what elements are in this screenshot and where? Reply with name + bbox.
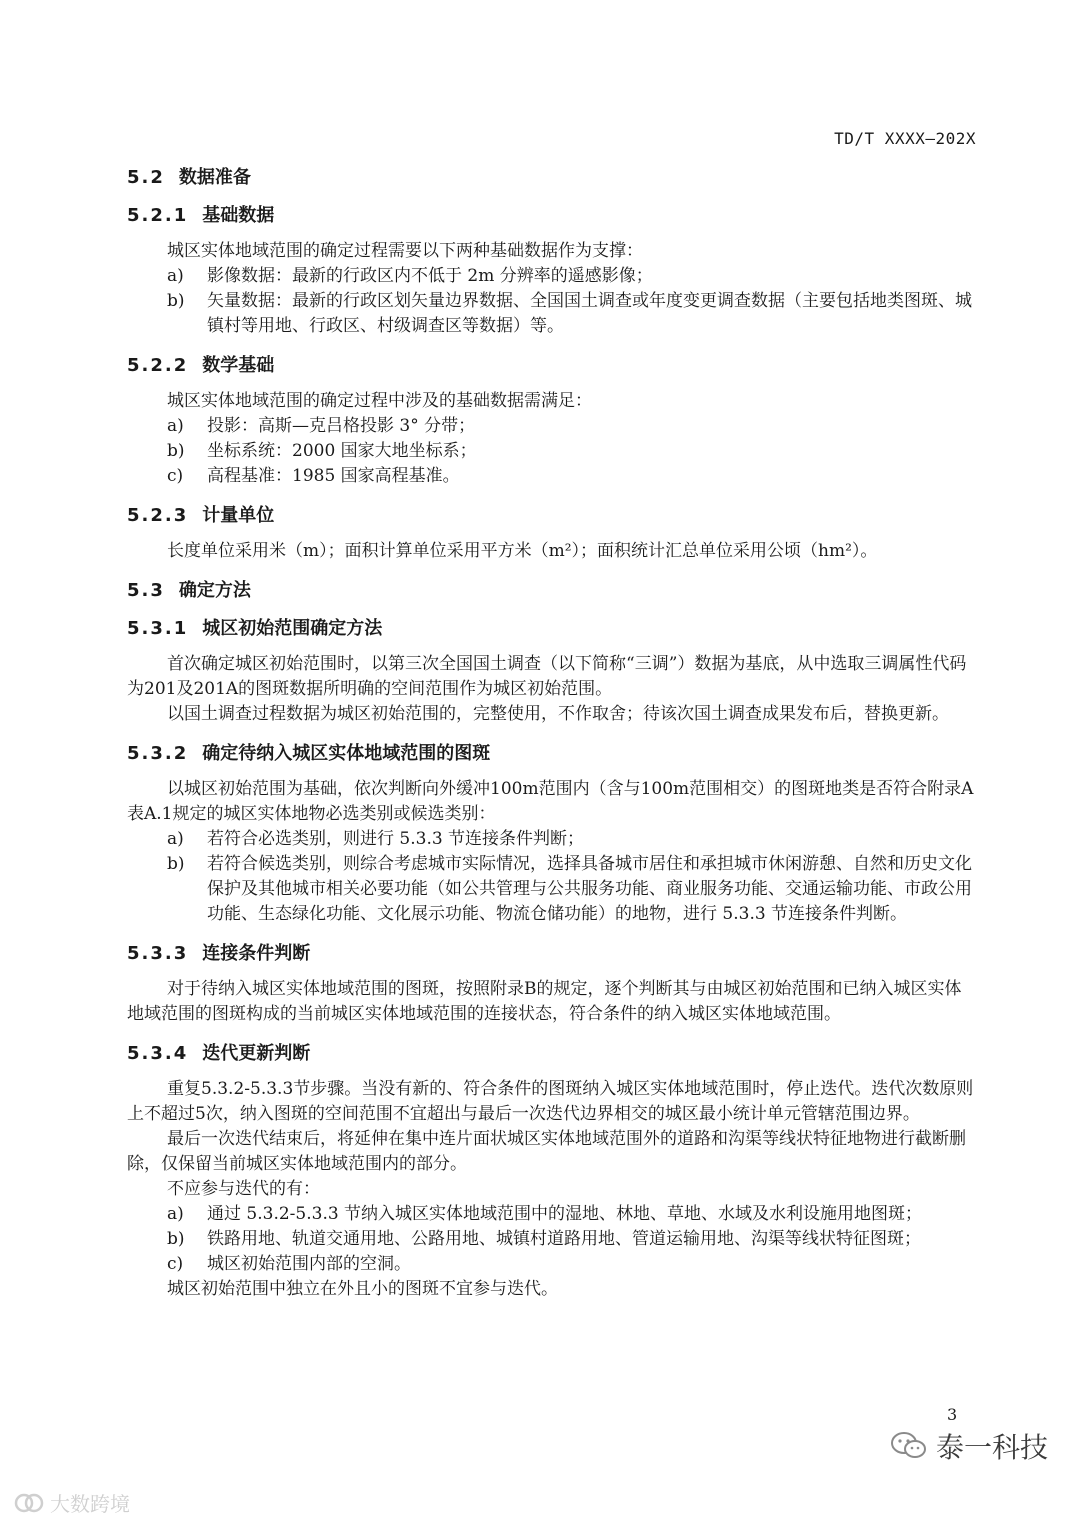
list-item (127, 1252, 977, 1277)
list-text: 影像数据：最新的行政区内不低于 2m 分辨率的遥感影像； (207, 266, 653, 286)
paragraph: 城区实体地域范围的确定过程中涉及的基础数据需满足： (167, 391, 592, 411)
list-item (127, 289, 977, 339)
wechat-watermark (890, 1426, 1048, 1466)
section-title: 计量单位 (202, 505, 275, 526)
section-heading (127, 501, 977, 527)
paragraph: 不应参与迭代的有： (167, 1179, 320, 1199)
list-item (127, 1227, 977, 1252)
document-body (127, 163, 977, 1314)
section-5-3-4 (127, 1039, 977, 1302)
section-heading (127, 201, 977, 227)
watermark-brand-text: 泰一科技 (936, 1431, 1049, 1464)
section-heading (127, 163, 977, 189)
section-5-2-2 (127, 351, 977, 489)
section-5-3-3 (127, 939, 977, 1027)
section-number: 5.2 (127, 167, 165, 188)
section-title: 连接条件判断 (202, 943, 311, 964)
list-text: 城区初始范围内部的空洞。 (207, 1254, 411, 1274)
section-number: 5.3.3 (127, 943, 189, 964)
paragraph: 以城区初始范围为基础，依次判断向外缓冲100m范围内（含与100m范围相交）的图斑地类是否符合附录A表A.1规定的城区实体地物必选类别或候选类别： (127, 779, 974, 824)
list-marker: b) (167, 1229, 185, 1249)
section-5-3-1 (127, 614, 977, 727)
paragraph: 长度单位采用米（m）；面积计算单位采用平方米（m²）；面积统计汇总单位采用公顷（hm²）。 (167, 541, 878, 561)
paragraph: 重复5.3.2-5.3.3节步骤。当没有新的、符合条件的图斑纳入城区实体地域范围时，停止迭代。迭代次数原则上不超过5次，纳入图斑的空间范围不宜超出与最后一次迭代边界相交的城区最小统计单元管辖范围边界。 (127, 1079, 974, 1124)
list-text: 若符合必选类别，则进行 5.3.3 节连接条件判断； (207, 829, 585, 849)
list-marker: a) (167, 1204, 184, 1224)
list-text: 通过 5.3.2-5.3.3 节纳入城区实体地域范围中的湿地、林地、草地、水域及水利设施用地图斑； (207, 1204, 923, 1224)
section-title: 确定方法 (178, 580, 251, 601)
list-item (127, 264, 977, 289)
list-marker: a) (167, 829, 184, 849)
section-title: 确定待纳入城区实体地域范围的图斑 (202, 743, 491, 764)
section-title: 数据准备 (178, 167, 251, 188)
list-item (127, 827, 977, 852)
list-marker: b) (167, 291, 185, 311)
list-marker: b) (167, 441, 185, 461)
section-5-3-2 (127, 739, 977, 927)
bottom-left-watermark (14, 1488, 130, 1517)
section-title: 迭代更新判断 (202, 1043, 311, 1064)
section-heading (127, 614, 977, 640)
section-number: 5.2.3 (127, 505, 189, 526)
list-text: 投影：高斯—克吕格投影 3° 分带； (207, 416, 476, 436)
list-text: 高程基准：1985 国家高程基准。 (207, 466, 460, 486)
paragraph: 首次确定城区初始范围时，以第三次全国国土调查（以下简称“三调”）数据为基底，从中选取三调属性代码为201及201A的图斑数据所明确的空间范围作为城区初始范围。 (127, 654, 967, 699)
section-heading (127, 1039, 977, 1065)
paragraph: 最后一次迭代结束后，将延伸在集中连片面状城区实体地域范围外的道路和沟渠等线状特征地物进行截断删除，仅保留当前城区实体地域范围内的部分。 (127, 1129, 966, 1174)
section-heading (127, 351, 977, 377)
list-item (127, 464, 977, 489)
section-number: 5.3.1 (127, 618, 189, 639)
watermark-left-text: 大数跨境 (50, 1492, 130, 1516)
list-item (127, 414, 977, 439)
list-marker: a) (167, 266, 184, 286)
section-5-2 (127, 163, 977, 189)
section-number: 5.2.1 (127, 205, 189, 226)
list-marker: a) (167, 416, 184, 436)
paragraph: 对于待纳入城区实体地域范围的图斑，按照附录B的规定，逐个判断其与由城区初始范围和已纳入城区实体地域范围的图斑构成的当前城区实体地域范围的连接状态，符合条件的纳入城区实体地域范围。 (127, 979, 962, 1024)
section-number: 5.3.2 (127, 743, 189, 764)
section-5-3 (127, 576, 977, 602)
section-title: 基础数据 (202, 205, 275, 226)
section-title: 数学基础 (202, 355, 275, 376)
list-text: 矢量数据：最新的行政区划矢量边界数据、全国国土调查或年度变更调查数据（主要包括地类图斑、城镇村等用地、行政区、村级调查区等数据）等。 (207, 291, 972, 336)
section-heading (127, 939, 977, 965)
list-text: 铁路用地、轨道交通用地、公路用地、城镇村道路用地、管道运输用地、沟渠等线状特征图斑； (207, 1229, 921, 1249)
list-marker: c) (167, 466, 184, 486)
section-5-2-3 (127, 501, 977, 564)
document-code: TD/T XXXX—202X (834, 129, 976, 148)
page-number: 3 (947, 1405, 958, 1424)
list-text: 若符合候选类别，则综合考虑城市实际情况，选择具备城市居住和承担城市休闲游憩、自然和历史文化保护及其他城市相关必要功能（如公共管理与公共服务功能、商业服务功能、交通运输功能、市政公用功能、生态绿化功能、文化展示功能、物流仓储功能）的地物，进行 5.3.3 节连接条件判断。 (207, 854, 972, 924)
list-marker: c) (167, 1254, 184, 1274)
paragraph: 城区实体地域范围的确定过程需要以下两种基础数据作为支撑： (167, 241, 643, 261)
section-title: 城区初始范围确定方法 (202, 618, 383, 639)
paragraph: 城区初始范围中独立在外且小的图斑不宜参与迭代。 (167, 1279, 558, 1299)
section-number: 5.3.4 (127, 1043, 189, 1064)
paragraph: 以国土调查过程数据为城区初始范围的，完整使用，不作取舍；待该次国土调查成果发布后，替换更新。 (167, 704, 949, 724)
list-item (127, 852, 977, 927)
list-item (127, 1202, 977, 1227)
chain-logo-icon (14, 1491, 46, 1515)
section-heading (127, 576, 977, 602)
wechat-icon (890, 1431, 928, 1461)
list-text: 坐标系统：2000 国家大地坐标系； (207, 441, 477, 461)
section-number: 5.3 (127, 580, 165, 601)
section-number: 5.2.2 (127, 355, 189, 376)
section-5-2-1 (127, 201, 977, 339)
list-marker: b) (167, 854, 185, 874)
section-heading (127, 739, 977, 765)
list-item (127, 439, 977, 464)
